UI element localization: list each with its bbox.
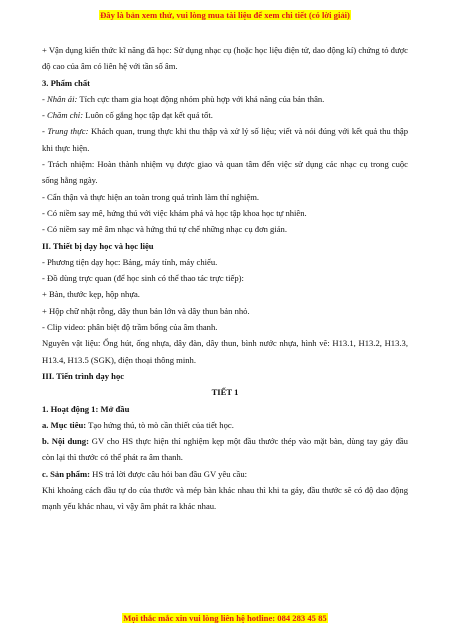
hop-chu-nhat-paragraph: + Hộp chữ nhật rỗng, dây thun bản lớn và dây thun bản nhỏ. bbox=[42, 305, 250, 316]
trung-thuc-label: - Trung thực: bbox=[42, 126, 89, 137]
preview-banner bbox=[0, 10, 450, 20]
san-pham-label: c. Sản phẩm: bbox=[42, 468, 90, 479]
noi-dung-label: b. Nội dung: bbox=[42, 436, 89, 447]
trach-nhiem-paragraph: - Trách nhiệm: Hoàn thành nhiệm vụ được giao và quan tâm đến việc sử dụng các nhạc cụ trong cuộc sống hằng ngày. bbox=[42, 159, 408, 186]
section-heading-tien-trinh: III. Tiến trình dạy học bbox=[42, 370, 125, 381]
phuong-tien-paragraph: - Phương tiện dạy học: Bảng, máy tính, máy chiếu. bbox=[42, 256, 218, 267]
activity-heading: 1. Hoạt động 1: Mở đầu bbox=[42, 403, 130, 414]
trung-thuc-text: Khách quan, trung thực khi thu thập và xử lý số liệu; viết và nói đúng với kết quả thu thập khi thực hiện. bbox=[42, 126, 408, 153]
section-heading-thiet-bi: II. Thiết bị dạy học và học liệu bbox=[42, 240, 154, 251]
cham-chi-label: - Chăm chỉ: bbox=[42, 110, 84, 121]
intro-paragraph: + Vận dụng kiến thức kĩ năng đã học: Sử dụng nhạc cụ (hoặc học liệu điện tử, dao động kí) chứng tỏ được độ cao của âm có liên hệ với tần số âm. bbox=[42, 45, 408, 72]
noi-dung-paragraph bbox=[42, 433, 408, 466]
muc-tieu-label: a. Mục tiêu: bbox=[42, 419, 87, 430]
nguyen-vat-lieu-paragraph: Nguyên vật liệu: Ống hút, ống nhựa, dây đàn, dây thun, bình nước nhựa, hình vẽ: H13.1, H13.2, H13.3, H13.4, H13.5 (SGK), điện thoại thông minh. bbox=[42, 338, 408, 365]
khi-khoang-cach-paragraph: Khi khoảng cách đầu tự do của thước và mép bàn khác nhau thì khi ta gảy, đầu thước sẽ có độ dao động mạnh yếu khác nhau, vì vậy âm phát ra khác nhau. bbox=[42, 485, 408, 512]
cham-chi-text: Luôn cố gắng học tập đạt kết quả tốt. bbox=[83, 110, 213, 121]
noi-dung-text: GV cho HS thực hiện thí nghiệm kẹp một đầu thước thép vào mặt bàn, dùng tay gảy đầu còn lại thì thước có thể phát ra âm thanh. bbox=[42, 436, 408, 463]
san-pham-paragraph bbox=[42, 466, 408, 482]
hotline-banner-text: Mọi thắc mắc xin vui lòng liên hệ hotline: 084 283 45 85 bbox=[123, 613, 327, 623]
muc-tieu-text: Tạo hứng thú, tò mò cần thiết của tiết học. bbox=[86, 419, 234, 430]
ban-thuoc-paragraph: + Bàn, thước kẹp, hộp nhựa. bbox=[42, 289, 140, 300]
section-heading-pham-chat: 3. Phẩm chất bbox=[42, 77, 90, 88]
nhan-ai-label: - Nhân ái: bbox=[42, 93, 78, 104]
do-dung-paragraph: - Đồ dùng trực quan (để học sinh có thể thao tác trực tiếp): bbox=[42, 273, 244, 284]
say-me-am-nhac-paragraph: - Có niềm say mê âm nhạc và hứng thú tự chế những nhạc cụ đơn giản. bbox=[42, 224, 287, 235]
preview-banner-text: Đây là bản xem thử, vui lòng mua tài liệu để xem chi tiết (có lời giải) bbox=[100, 10, 350, 20]
nhan-ai-text: Tích cực tham gia hoạt động nhóm phù hợp với khả năng của bản thân. bbox=[77, 93, 325, 104]
document-body bbox=[42, 42, 408, 515]
san-pham-text: HS trả lời được câu hỏi ban đầu GV yêu cầu: bbox=[90, 468, 248, 479]
nhan-ai-paragraph bbox=[42, 91, 408, 107]
lesson-period-title: TIẾT 1 bbox=[211, 387, 239, 398]
can-than-paragraph: - Cẩn thận và thực hiện an toàn trong quá trình làm thí nghiệm. bbox=[42, 191, 260, 202]
hotline-banner bbox=[0, 613, 450, 623]
muc-tieu-paragraph bbox=[42, 417, 408, 433]
cham-chi-paragraph bbox=[42, 107, 408, 123]
trung-thuc-paragraph bbox=[42, 123, 408, 156]
say-me-khoa-hoc-paragraph: - Có niềm say mê, hứng thú với việc khám phá và học tập khoa học tự nhiên. bbox=[42, 207, 307, 218]
clip-video-paragraph: - Clip video: phân biệt độ trầm bổng của âm thanh. bbox=[42, 322, 218, 333]
